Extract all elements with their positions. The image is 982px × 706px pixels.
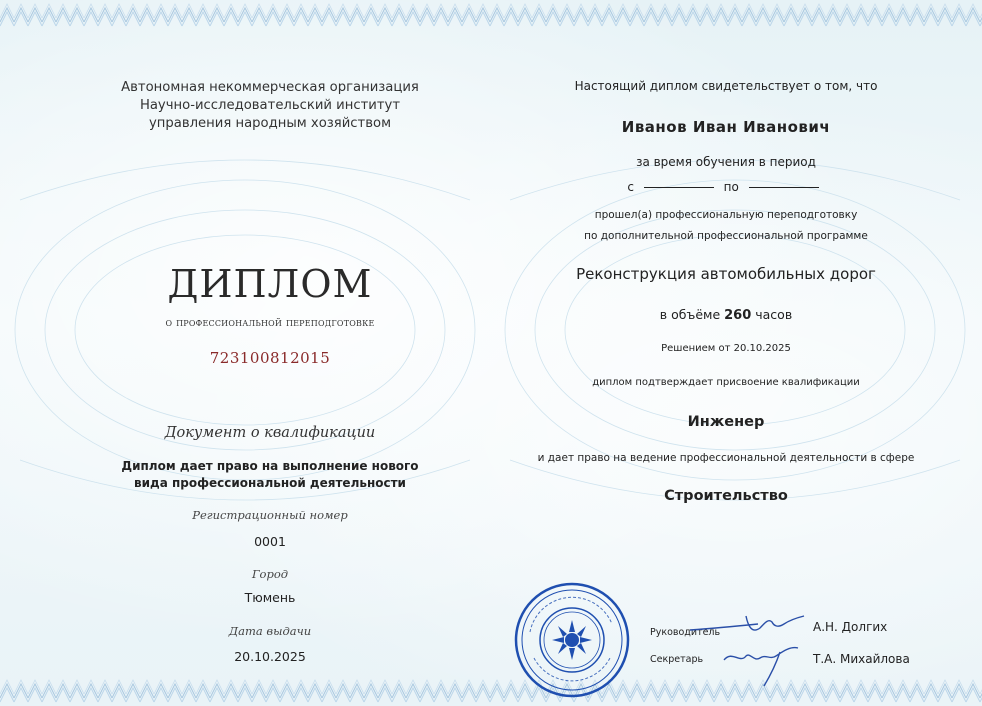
diploma-number: 723100812015 xyxy=(209,349,331,367)
period-to-label: по xyxy=(723,180,739,194)
org-line-3: управления народным хозяйством xyxy=(148,116,392,131)
decision-date: Решением от 20.10.2025 xyxy=(661,343,791,354)
signature-role-secretary: Секретарь xyxy=(650,654,704,665)
org-line-1: Автономная некоммерческая организация xyxy=(121,80,419,95)
volume-hours: 260 xyxy=(724,308,752,323)
period-from-blank xyxy=(644,187,714,188)
volume-prefix: в объёме xyxy=(659,307,721,322)
diploma-subtitle: о профессиональной переподготовке xyxy=(165,315,375,329)
city-value: Тюмень xyxy=(244,590,296,605)
org-line-2: Научно-исследовательский институт xyxy=(139,98,401,113)
rights-line-2: вида профессиональной деятельности xyxy=(134,476,406,490)
activity-sphere: Строительство xyxy=(664,488,788,504)
period-to-blank xyxy=(749,187,819,188)
organization-name xyxy=(40,79,500,133)
signature-name-director: А.Н. Долгих xyxy=(813,620,888,634)
qualification: Инженер xyxy=(687,414,765,430)
program-volume xyxy=(500,307,952,323)
city-label: Город xyxy=(251,567,289,581)
holder-name: Иванов Иван Иванович xyxy=(621,118,831,136)
signature-icon xyxy=(720,640,810,690)
issue-date-value: 20.10.2025 xyxy=(234,649,306,664)
document-type: Документ о квалификации xyxy=(164,425,376,441)
registration-number-value: 0001 xyxy=(254,534,286,549)
rights-line-1: Диплом дает право на выполнение нового xyxy=(121,459,419,473)
sphere-rights-text: и дает право на ведение профессиональной деятельности в сфере xyxy=(537,452,915,464)
rights-statement xyxy=(40,458,500,492)
retraining-line-1: прошел(а) профессиональную переподготовку xyxy=(594,209,858,221)
volume-suffix: часов xyxy=(755,307,793,322)
official-seal-icon xyxy=(512,580,632,700)
signature-role-director: Руководитель xyxy=(650,627,721,638)
registration-number-label: Регистрационный номер xyxy=(192,508,348,522)
certify-intro: Настоящий диплом свидетельствует о том, что xyxy=(574,79,878,93)
qualification-confirm-text: диплом подтверждает присвоение квалификации xyxy=(592,377,860,388)
issue-date-label: Дата выдачи xyxy=(228,624,312,638)
study-period-dates xyxy=(500,180,952,194)
program-name: Реконструкция автомобильных дорог xyxy=(576,265,876,283)
signature-name-secretary: Т.А. Михайлова xyxy=(813,652,910,666)
period-from-label: с xyxy=(627,180,634,194)
diploma-title: ДИПЛОМ xyxy=(167,262,373,306)
retraining-line-2: по дополнительной профессиональной программе xyxy=(584,230,868,242)
study-period-text: за время обучения в период xyxy=(636,155,816,169)
